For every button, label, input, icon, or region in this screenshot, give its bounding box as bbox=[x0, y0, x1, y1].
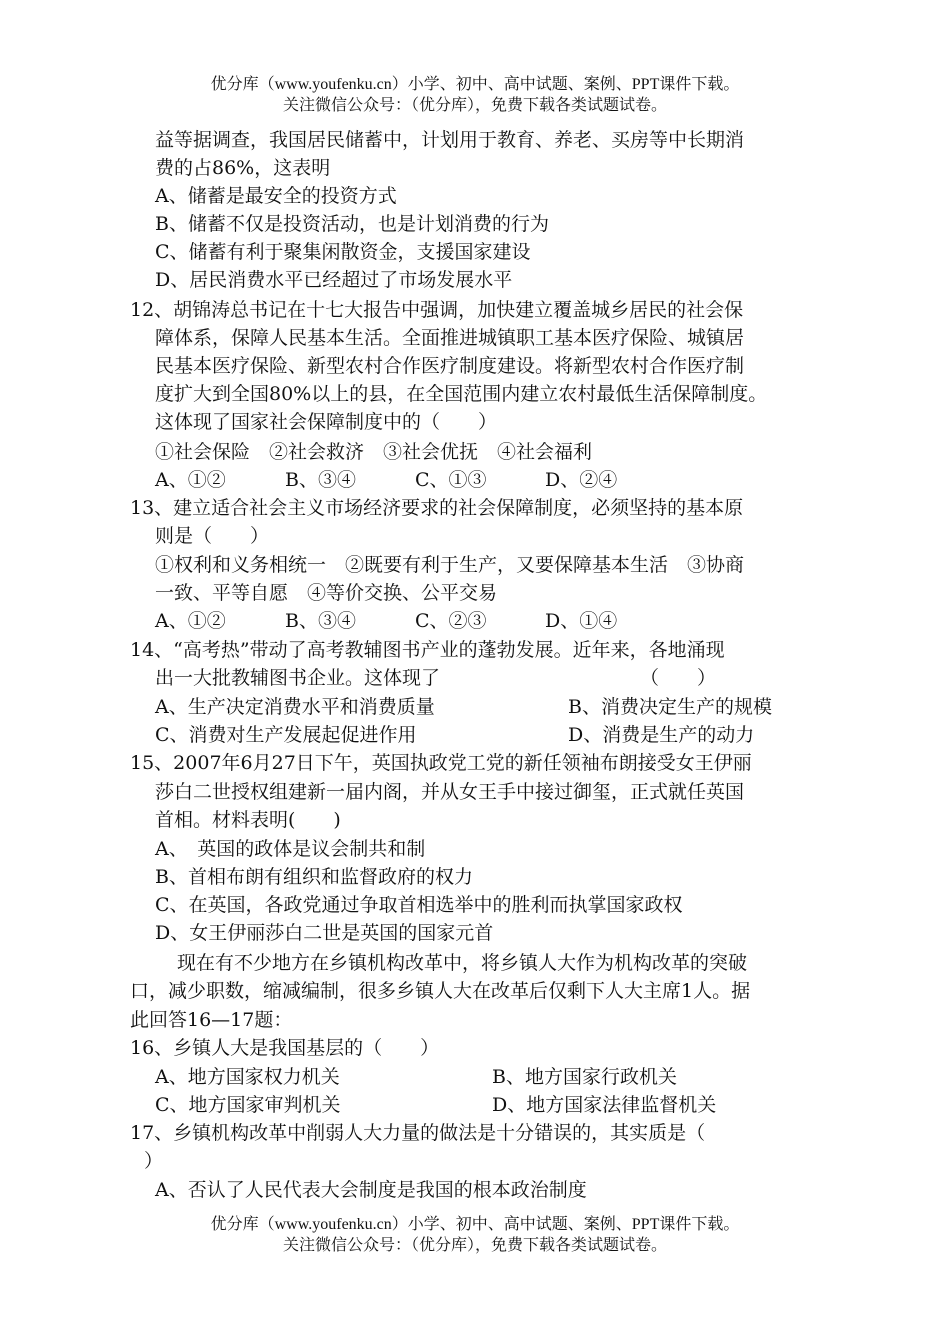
q11-option-c: C、储蓄有利于聚集闲散资金，支援国家建设 bbox=[155, 241, 531, 263]
footer-watermark-line-2: 关注微信公众号：（优分库），免费下载各类试题试卷。 bbox=[282, 1237, 667, 1254]
q12-stem-line-5: 这体现了国家社会保障制度中的（ ） bbox=[155, 411, 498, 433]
q12-stem-line-1: 12、胡锦涛总书记在十七大报告中强调，加快建立覆盖城乡居民的社会保 bbox=[130, 299, 744, 321]
q15-option-d: D、女王伊丽莎白二世是英国的国家元首 bbox=[155, 922, 494, 944]
q12-items: ①社会保险 ②社会救济 ③社会优抚 ④社会福利 bbox=[155, 441, 593, 463]
q17-option-a: A、否认了人民代表大会制度是我国的根本政治制度 bbox=[155, 1179, 587, 1201]
header-watermark-line-1: 优分库（www.youfenku.cn）小学、初中、高中试题、案例、PPT课件下载。 bbox=[210, 76, 740, 93]
q13-option-b: B、③④ bbox=[285, 610, 356, 632]
passage-line-1: 现在有不少地方在乡镇机构改革中，将乡镇人大作为机构改革的突破 bbox=[177, 952, 748, 974]
q12-stem-line-4: 度扩大到全国80%以上的县，在全国范围内建立农村最低生活保障制度。 bbox=[155, 383, 768, 405]
passage-line-2: 口，减少职数，缩减编制，很多乡镇人大在改革后仅剩下人大主席1人。据 bbox=[130, 980, 751, 1002]
q15-option-c: C、在英国，各政党通过争取首相选举中的胜利而执掌国家政权 bbox=[155, 894, 683, 916]
q14-option-b: B、消费决定生产的规模 bbox=[568, 696, 772, 718]
q15-option-b: B、首相布朗有组织和监督政府的权力 bbox=[155, 866, 473, 888]
q12-option-c: C、①③ bbox=[415, 469, 487, 491]
q14-option-a: A、生产决定消费水平和消费质量 bbox=[155, 696, 435, 718]
q13-option-d: D、①④ bbox=[545, 610, 618, 632]
passage-line-3: 此回答16—17题： bbox=[130, 1009, 293, 1031]
header-watermark-line-2: 关注微信公众号：（优分库），免费下载各类试题试卷。 bbox=[282, 97, 667, 114]
q11-option-a: A、储蓄是最安全的投资方式 bbox=[155, 185, 397, 207]
q13-stem-line-2: 则是（ ） bbox=[155, 525, 270, 547]
q13-option-a: A、①② bbox=[155, 610, 226, 632]
q17-stem-line-1: 17、乡镇机构改革中削弱人大力量的做法是十分错误的，其实质是（ bbox=[130, 1122, 706, 1144]
q17-stem-line-2: ） bbox=[144, 1150, 164, 1172]
q12-stem-line-2: 障体系，保障人民基本生活。全面推进城镇职工基本医疗保险、城镇居 bbox=[155, 327, 745, 349]
q12-option-a: A、①② bbox=[155, 469, 226, 491]
q16-stem: 16、乡镇人大是我国基层的（ ） bbox=[130, 1037, 440, 1059]
q11-stem-line-2: 费的占86%，这表明 bbox=[155, 157, 331, 179]
q14-stem-line-2: 出一大批教辅图书企业。这体现了 bbox=[155, 667, 441, 689]
q15-stem-line-2: 莎白二世授权组建新一届内阁，并从女王手中接过御玺，正式就任英国 bbox=[155, 781, 745, 803]
q13-items-line-2: 一致、平等自愿 ④等价交换、公平交易 bbox=[155, 582, 498, 604]
q11-option-b: B、储蓄不仅是投资活动，也是计划消费的行为 bbox=[155, 213, 549, 235]
q14-stem-line-1: 14、“高考热”带动了高考教辅图书产业的蓬勃发展。近年来，各地涌现 bbox=[130, 639, 725, 661]
q16-option-b: B、地方国家行政机关 bbox=[492, 1066, 677, 1088]
q11-stem-line-1: 益等据调查，我国居民储蓄中，计划用于教育、养老、买房等中长期消 bbox=[155, 129, 745, 151]
q13-stem-line-1: 13、建立适合社会主义市场经济要求的社会保障制度，必须坚持的基本原 bbox=[130, 497, 744, 519]
q12-option-d: D、②④ bbox=[545, 469, 618, 491]
footer-watermark-line-1: 优分库（www.youfenku.cn）小学、初中、高中试题、案例、PPT课件下载。 bbox=[210, 1216, 740, 1233]
q16-option-d: D、地方国家法律监督机关 bbox=[492, 1094, 717, 1116]
q12-stem-line-3: 民基本医疗保险、新型农村合作医疗制度建设。将新型农村合作医疗制 bbox=[155, 355, 745, 377]
q14-option-d: D、消费是生产的动力 bbox=[568, 724, 755, 746]
q15-stem-line-1: 15、2007年6月27日下午，英国执政党工党的新任领袖布朗接受女王伊丽 bbox=[130, 752, 752, 774]
q16-option-a: A、地方国家权力机关 bbox=[155, 1066, 340, 1088]
q15-stem-line-3: 首相。材料表明( ) bbox=[155, 809, 341, 831]
q12-option-b: B、③④ bbox=[285, 469, 356, 491]
q16-option-c: C、地方国家审判机关 bbox=[155, 1094, 341, 1116]
q14-option-c: C、消费对生产发展起促进作用 bbox=[155, 724, 417, 746]
q13-option-c: C、②③ bbox=[415, 610, 487, 632]
q11-option-d: D、居民消费水平已经超过了市场发展水平 bbox=[155, 269, 513, 291]
q15-option-a: A、 英国的政体是议会制共和制 bbox=[155, 838, 426, 860]
q13-items-line-1: ①权利和义务相统一 ②既要有利于生产，又要保障基本生活 ③协商 bbox=[155, 554, 745, 576]
q14-answer-paren: （ ） bbox=[640, 667, 717, 689]
